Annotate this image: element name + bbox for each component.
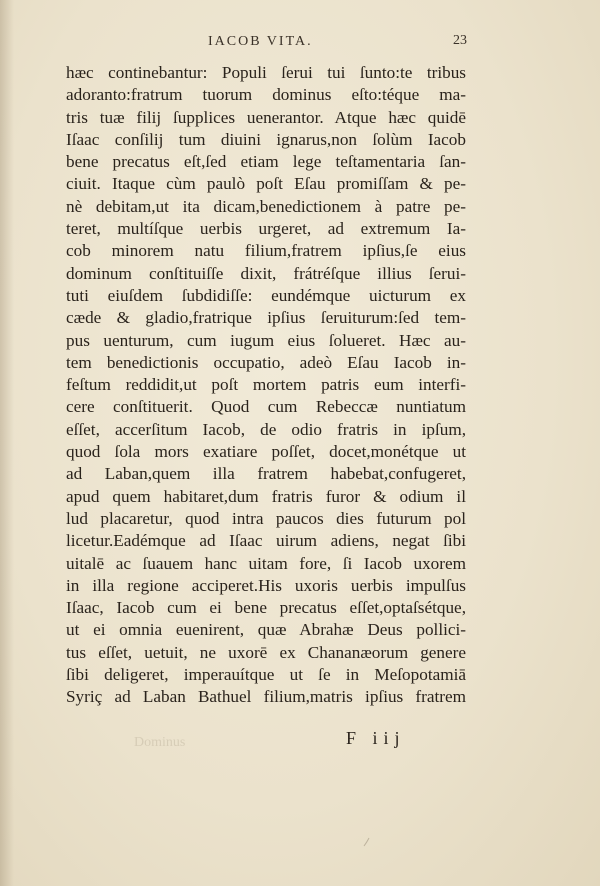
- text-line: ſibi deligeret, imperauítque ut ſe in Meſopotamiā: [66, 665, 466, 685]
- text-line: cere conſtituerit. Quod cum Rebeccæ nuntiatum: [66, 397, 466, 417]
- text-line: ad Laban,quem illa fratrem habebat,confugeret,: [66, 464, 466, 484]
- text-line: Iſaac conſilij tum diuini ignarus,non ſolùm Iacob: [66, 129, 466, 149]
- text-line: dominum conſtituiſſe dixit, frátréſque illius ſerui-: [66, 263, 466, 283]
- text-line: ciuit. Itaque cùm paulò poſt Eſau promiſſam & pe-: [66, 174, 466, 194]
- text-line: ut ei omnia euenirent, quæ Abrahæ Deus pollici-: [66, 620, 466, 640]
- text-line: in illa regione acciperet.His uxoris uerbis impulſus: [66, 575, 466, 595]
- text-line: uitalē ac ſuauem hanc uitam fore, ſi Iacob uxorem: [66, 553, 466, 573]
- page-number: 23: [453, 33, 467, 48]
- ink-smudge: [362, 836, 372, 848]
- text-line: lud placaretur, quod intra paucos dies futurum pol: [66, 508, 466, 528]
- running-head: IACOB VITA.: [208, 34, 313, 49]
- binding-shadow: [0, 0, 14, 886]
- text-line: adoranto:fratrum tuorum dominus eſto:téque ma-: [66, 85, 466, 105]
- text-line: tem benedictionis occupatio, adeò Eſau Iacob in-: [66, 352, 466, 372]
- text-line: quod ſola mors exatiare poſſet, docet,monétque ut: [66, 442, 466, 462]
- text-line: tris tuæ filij ſupplices uenerantor. Atque hæc quidē: [66, 107, 466, 127]
- text-line: feſtum reddidit,ut poſt mortem patris eum interfi-: [66, 375, 466, 395]
- text-line: Iſaac, Iacob cum ei bene precatus eſſet,optaſsétque,: [66, 598, 466, 618]
- text-line: cæde & gladio,fratrique ipſius ſeruiturum:ſed tem-: [66, 308, 466, 328]
- text-line: hæc continebantur: Populi ſerui tui ſunto:te tribus: [66, 63, 466, 82]
- text-line: teret, multíſque uerbis urgeret, ad extremum Ia-: [66, 219, 466, 239]
- text-line: tuti eiuſdem ſubdidiſſe: eundémque uicturum ex: [66, 285, 466, 305]
- signature-mark: F iij: [346, 728, 406, 748]
- text-line: Syriç ad Laban Bathuel filium,matris ipſius fratrem: [66, 687, 466, 707]
- text-line: nè debitam,ut ita dicam,benedictionem à patre pe-: [66, 196, 466, 216]
- body-text: [66, 62, 466, 709]
- text-line: tus eſſet, uetuit, ne uxorē ex Chananæorum genere: [66, 642, 466, 662]
- text-line: apud quem habitaret,dum fratris furor & odium il: [66, 486, 466, 506]
- text-line: licetur.Eadémque ad Iſaac uirum adiens, negat ſibi: [66, 531, 466, 551]
- text-line: cob minorem natu filium,fratrem ipſius,ſe eius: [66, 241, 466, 261]
- text-line: pus uenturum, cum iugum eius ſolueret. Hæc au-: [66, 330, 466, 350]
- text-line: eſſet, accerſitum Iacob, de odio fratris in ipſum,: [66, 419, 466, 439]
- text-line: bene precatus eſt,ſed etiam lege teſtamentaria ſan-: [66, 152, 466, 172]
- show-through-text: Dominus: [134, 735, 186, 750]
